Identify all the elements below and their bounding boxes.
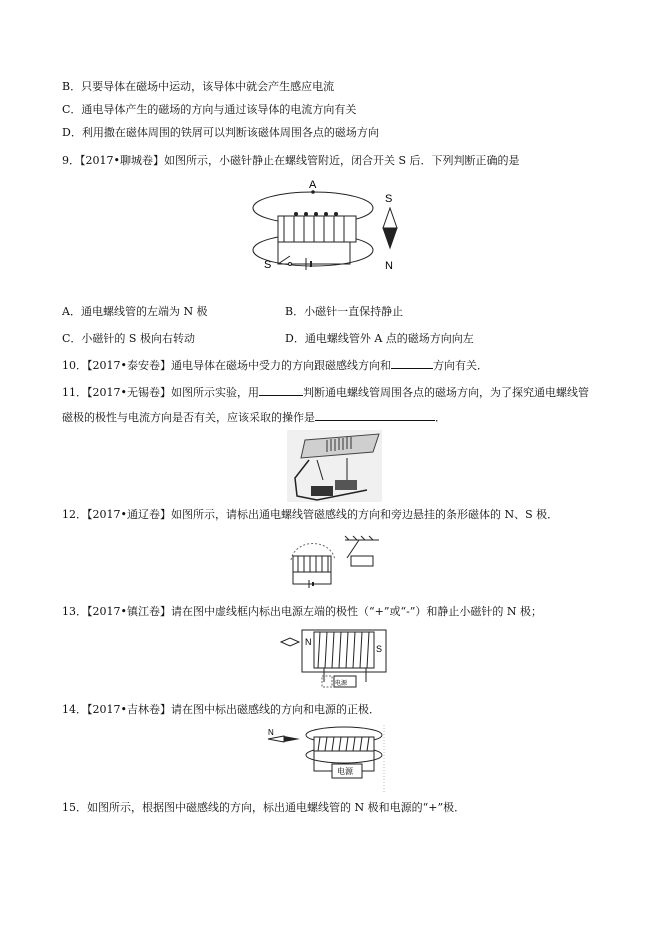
q13-label-n: N bbox=[305, 637, 312, 647]
question-13: 13．【2017•镇江卷】请在图中虚线框内标出电源左端的极性（“+”或“-”）和静止小磁针的 N 极； bbox=[62, 605, 543, 618]
question-14: 14．【2017•吉林卷】请在图中标出磁感线的方向和电源的正极． bbox=[62, 703, 380, 716]
q11-text-before-blank: 11．【2017•无锡卷】如图所示实验，用 bbox=[62, 386, 259, 399]
figure-q11-experiment bbox=[287, 430, 382, 502]
q11-end: ． bbox=[435, 411, 446, 424]
label-needle-s: S bbox=[385, 193, 393, 205]
question-11-line1 bbox=[62, 384, 589, 400]
option-c-prev: C．通电导体产生的磁场的方向与通过该导体的电流方向有关 bbox=[62, 103, 357, 116]
figure-q14-solenoid bbox=[262, 725, 387, 795]
label-switch: S bbox=[264, 259, 272, 271]
q10-text-before-blank: 10．【2017•泰安卷】通电导体在磁场中受力的方向跟磁感线方向和 bbox=[62, 359, 391, 372]
question-12: 12．【2017•通辽卷】如图所示，请标出通电螺线管磁感线的方向和旁边悬挂的条形磁体的 N、S 极． bbox=[62, 508, 559, 521]
q9-option-c: C．小磁针的 S 极向右转动 bbox=[62, 332, 195, 345]
figure-q13-solenoid bbox=[278, 628, 390, 690]
q11-blank-1[interactable] bbox=[259, 384, 303, 396]
question-9: 9．【2017•聊城卷】如图所示，小磁针静止在螺线管附近，闭合开关 S 后．下列判断正确的是 bbox=[62, 154, 520, 167]
q11-text-after-blank: 判断通电螺线管周围各点的磁场方向，为了探究通电螺线管 bbox=[302, 386, 589, 399]
q11-line2-text: 磁极的极性与电流方向是否有关，应该采取的操作是 bbox=[62, 411, 315, 424]
q10-blank[interactable] bbox=[391, 357, 433, 369]
question-11-line2 bbox=[62, 409, 446, 425]
option-b-prev: B．只要导体在磁场中运动，该导体中就会产生感应电流 bbox=[62, 80, 335, 93]
q9-option-a: A．通电螺线管的左端为 N 极 bbox=[62, 305, 208, 318]
label-point-a: A bbox=[309, 179, 317, 191]
question-15: 15．如图所示，根据图中磁感线的方向，标出通电螺线管的 N 极和电源的“+”极． bbox=[62, 801, 466, 814]
q9-option-b: B．小磁针一直保持静止 bbox=[285, 305, 404, 318]
question-10 bbox=[62, 357, 488, 373]
figure-q12-solenoid-and-magnet bbox=[285, 536, 385, 592]
label-needle-n: N bbox=[385, 260, 393, 272]
q14-label-n: N bbox=[268, 728, 274, 737]
q11-blank-2[interactable] bbox=[315, 409, 435, 421]
q14-source-label: 电源 bbox=[337, 767, 353, 776]
figure-q9-solenoid bbox=[250, 178, 420, 283]
option-d-prev: D．利用撒在磁体周围的铁屑可以判断该磁体周围各点的磁场方向 bbox=[62, 126, 379, 139]
q13-label-s: S bbox=[376, 644, 383, 654]
q10-text-after-blank: 方向有关． bbox=[432, 359, 488, 372]
q9-option-d: D．通电螺线管外 A 点的磁场方向向左 bbox=[285, 332, 474, 345]
q13-source-label: 电源 bbox=[335, 681, 348, 687]
